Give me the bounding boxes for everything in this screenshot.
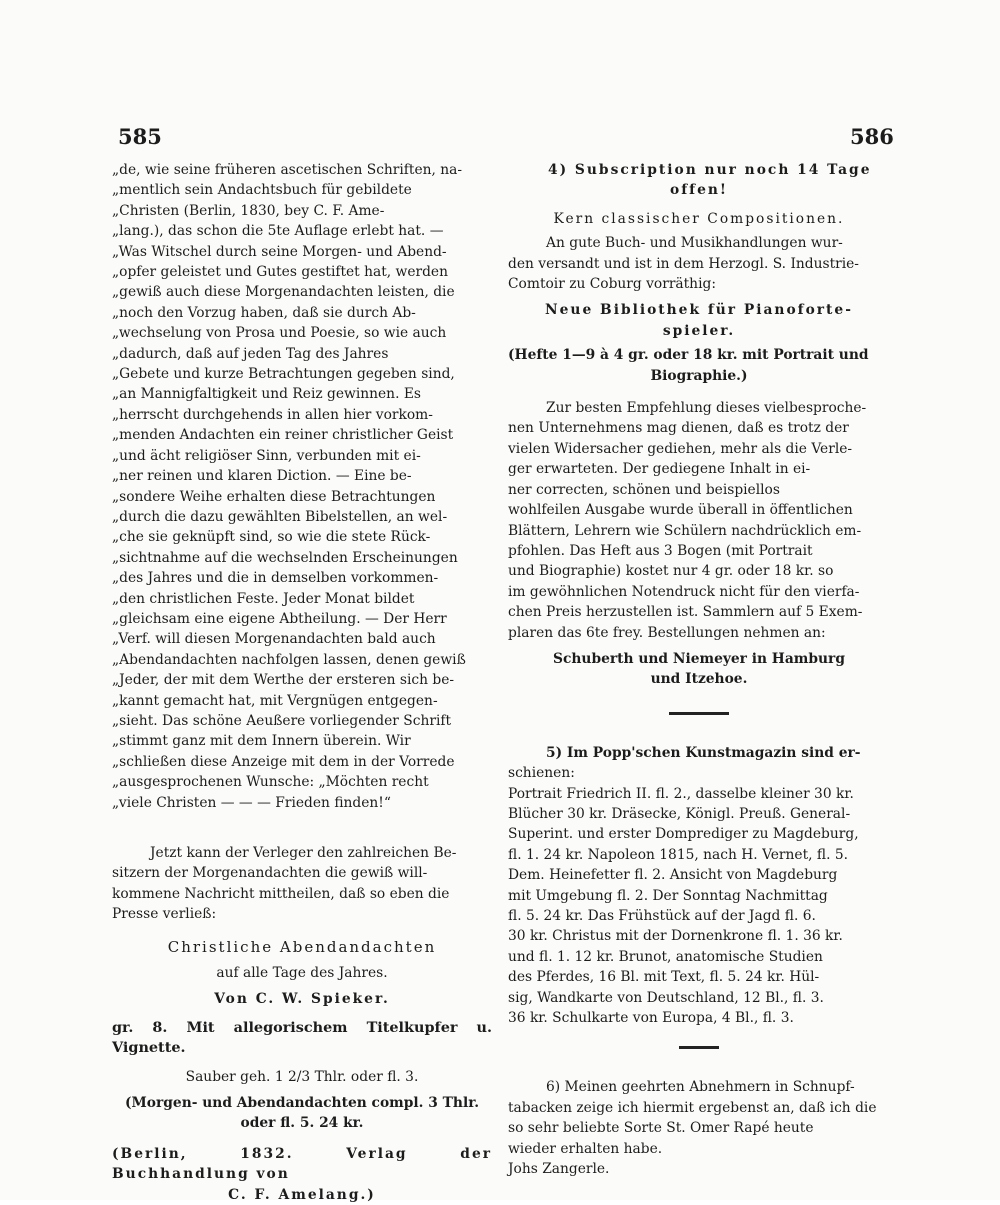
text-line: schienen:	[508, 765, 575, 782]
text-line: „sichtnahme auf die wechselnden Erscheinungen	[112, 549, 458, 566]
left-column	[112, 160, 492, 1205]
text-line: fl. 5. 24 kr. Das Frühstück auf der Jagd fl. 6.	[508, 908, 816, 924]
page-number-left: 585	[118, 124, 162, 149]
text-line: „gleichsam eine eigene Abtheilung. — Der Herr	[112, 610, 447, 627]
text-line: kommene Nachricht mittheilen, daß so eben die	[112, 885, 450, 902]
text-line: des Pferdes, 16 Bl. mit Text, fl. 5. 24 kr. Hül-	[508, 969, 820, 986]
text-line: plaren das 6te frey. Bestellungen nehmen an:	[508, 624, 826, 641]
text-line: tabacken zeige ich hiermit ergebenst an, daß ich die	[508, 1099, 877, 1116]
text-line: sitzern der Morgenandachten die gewiß will-	[112, 865, 428, 882]
text-line: „Jeder, der mit dem Werthe der ersteren sich be-	[112, 672, 455, 689]
book-title: Christliche Abendandachten	[167, 937, 437, 956]
book-subtitle: auf alle Tage des Jahres.	[216, 965, 388, 982]
bookseller-names-cont: und Itzehoe.	[650, 671, 748, 688]
library-title-cont: spieler.	[662, 322, 736, 339]
book-author: Von C. W. Spieker.	[214, 991, 390, 1008]
text-line: „des Jahres und die in demselben vorkommen-	[112, 570, 439, 587]
text-line: Presse verließ:	[112, 906, 217, 923]
book-price: Sauber geh. 1 2/3 Thlr. oder fl. 3.	[185, 1068, 419, 1085]
book-combined-price: (Morgen- und Abendandachten compl. 3 Thlr.	[125, 1095, 479, 1112]
section-divider	[669, 712, 729, 715]
text-line: „opfer geleistet und Gutes gestiftet hat, werden	[112, 264, 448, 281]
text-line: Blücher 30 kr. Dräsecke, Königl. Preuß. General-	[508, 805, 851, 822]
book-format: gr. 8. Mit allegorischem Titelkupfer u. Vignette.	[112, 1018, 492, 1057]
text-line: „dadurch, daß auf jeden Tag des Jahres	[112, 345, 389, 362]
text-line: „menden Andachten ein reiner christlicher Geist	[112, 427, 454, 444]
music-announcement	[508, 233, 890, 294]
text-line: wohlfeilen Ausgabe wurde überall in öffentlichen	[508, 502, 853, 519]
text-line: „herrscht durchgehends in allen hier vorkom-	[112, 406, 433, 423]
text-line: „Gebete und kurze Betrachtungen gegeben sind,	[112, 366, 455, 383]
text-line: fl. 1. 24 kr. Napoleon 1815, nach H. Vernet, fl. 5.	[508, 846, 849, 863]
text-line: pfohlen. Das Heft aus 3 Bogen (mit Portrait	[508, 542, 813, 559]
library-title: Neue Bibliothek für Pianoforte-	[545, 302, 853, 319]
text-line: 36 kr. Schulkarte von Europa, 4 Bl., fl. 3.	[508, 1010, 794, 1027]
text-line: „Abendandachten nachfolgen lassen, denen gewiß	[112, 651, 466, 668]
text-line: „ausgesprochenen Wunsche: „Möchten recht	[112, 774, 429, 791]
text-line: Portrait Friedrich II. fl. 2., dasselbe kleiner 30 kr.	[508, 785, 854, 802]
text-line: mit Umgebung fl. 2. Der Sonntag Nachmittag	[508, 887, 828, 904]
text-line: „de, wie seine früheren ascetischen Schriften, na-	[112, 162, 463, 178]
text-line: „gewiß auch diese Morgenandachten leisten, die	[112, 284, 455, 301]
bookseller-names: Schuberth und Niemeyer in Hamburg	[553, 650, 845, 667]
text-line: „den christlichen Feste. Jeder Monat bildet	[112, 590, 415, 607]
text-line: 6) Meinen geehrten Abnehmern in Schnupf-	[546, 1079, 855, 1096]
book-combined-price-cont: oder fl. 5. 24 kr.	[240, 1115, 364, 1132]
text-line: „Was Witschel durch seine Morgen- und Abend-	[112, 243, 447, 260]
recommendation-text	[508, 398, 890, 643]
text-line: Superint. und erster Domprediger zu Magdeburg,	[508, 826, 859, 843]
text-line: „und ächt religiöser Sinn, verbunden mit ei-	[112, 447, 421, 464]
text-line: vielen Widersacher gediehen, mehr als die Verle-	[508, 440, 853, 457]
text-line: nen Unternehmens mag dienen, daß es trotz der	[508, 420, 849, 437]
text-line: Jetzt kann der Verleger den zahlreichen Be-	[150, 845, 457, 861]
text-line: „schließen diese Anzeige mit dem in der Vorrede	[112, 753, 455, 770]
subscription-heading: 4) Subscription nur noch 14 Tage	[548, 162, 872, 178]
review-quote	[112, 160, 492, 813]
text-line: „noch den Vorzug haben, daß sie durch Ab-	[112, 304, 416, 321]
section-divider	[679, 1046, 719, 1049]
text-line: „Christen (Berlin, 1830, bey C. F. Ame-	[112, 202, 385, 219]
text-line: „an Mannigfaltigkeit und Reiz gewinnen. Es	[112, 386, 421, 403]
text-line: ner correcten, schönen und beispiellos	[508, 481, 780, 498]
text-line: Dem. Heinefetter fl. 2. Ansicht von Magdeburg	[508, 867, 838, 884]
text-line: „lang.), das schon die 5te Auflage erlebt hat. —	[112, 223, 444, 240]
text-line: sig, Wandkarte von Deutschland, 12 Bl., fl. 3.	[508, 989, 824, 1006]
text-line: „durch die dazu gewählten Bibelstellen, an wel-	[112, 508, 448, 525]
text-line: im gewöhnlichen Notendruck nicht für den vierfa-	[508, 583, 860, 600]
text-line: „Verf. will diesen Morgenandachten bald auch	[112, 631, 436, 648]
text-line: „mentlich sein Andachtsbuch für gebildete	[112, 182, 412, 199]
text-line: 5) Im Popp'schen Kunstmagazin sind er-	[546, 744, 861, 761]
text-line: und Biographie) kostet nur 4 gr. oder 18 kr. so	[508, 563, 834, 580]
text-line: Comtoir zu Coburg vorräthig:	[508, 276, 716, 293]
text-line: 30 kr. Christus mit der Dornenkrone fl. 1. 36 kr.	[508, 928, 843, 945]
text-line: chen Preis herzustellen ist. Sammlern auf 5 Exem-	[508, 604, 863, 621]
publisher-info: (Berlin, 1832. Verlag der Buchhandlung von	[112, 1145, 492, 1183]
publisher-announcement	[112, 843, 492, 925]
collection-heading: Kern classischer Compositionen.	[553, 210, 845, 227]
text-line: Zur besten Empfehlung dieses vielbesproche-	[546, 400, 867, 417]
right-column	[508, 160, 890, 1179]
text-line: so sehr beliebte Sorte St. Omer Rapé heute	[508, 1120, 814, 1137]
text-line: „sondere Weihe erhalten diese Betrachtungen	[112, 488, 436, 505]
text-line: den versandt und ist in dem Herzogl. S. Industrie-	[508, 255, 859, 272]
text-line: wieder erhalten habe.	[508, 1140, 663, 1157]
tobacco-announcement	[508, 1077, 890, 1159]
text-line: „stimmt ganz mit dem Innern überein. Wir	[112, 733, 411, 750]
text-line: „che sie geknüpft sind, so wie die stete Rück-	[112, 529, 431, 546]
text-line: „viele Christen — — — Frieden finden!“	[112, 794, 391, 811]
text-line: „sieht. Das schöne Aeußere vorliegender Schrift	[112, 712, 452, 729]
publisher-info-cont: C. F. Amelang.)	[228, 1186, 376, 1203]
issue-price: (Hefte 1—9 à 4 gr. oder 18 kr. mit Portrait und	[508, 347, 869, 364]
text-line: Blättern, Lehrern wie Schülern nachdrücklich em-	[508, 522, 862, 539]
text-line: An gute Buch- und Musikhandlungen wur-	[546, 235, 843, 252]
signature: Johs Zangerle.	[508, 1161, 610, 1178]
text-line: ger erwarteten. Der gediegene Inhalt in ei-	[508, 461, 811, 478]
subscription-heading-cont: offen!	[670, 182, 728, 199]
text-line: „wechselung von Prosa und Poesie, so wie auch	[112, 325, 447, 342]
issue-price-cont: Biographie.)	[650, 367, 748, 384]
text-line: „kannt gemacht hat, mit Vergnügen entgegen-	[112, 692, 438, 709]
text-line: „ner reinen und klaren Diction. — Eine be-	[112, 468, 412, 485]
text-line: und fl. 1. 12 kr. Brunot, anatomische Studien	[508, 948, 823, 965]
art-shop-announcement	[508, 743, 890, 1029]
page-number-right: 586	[850, 124, 894, 149]
